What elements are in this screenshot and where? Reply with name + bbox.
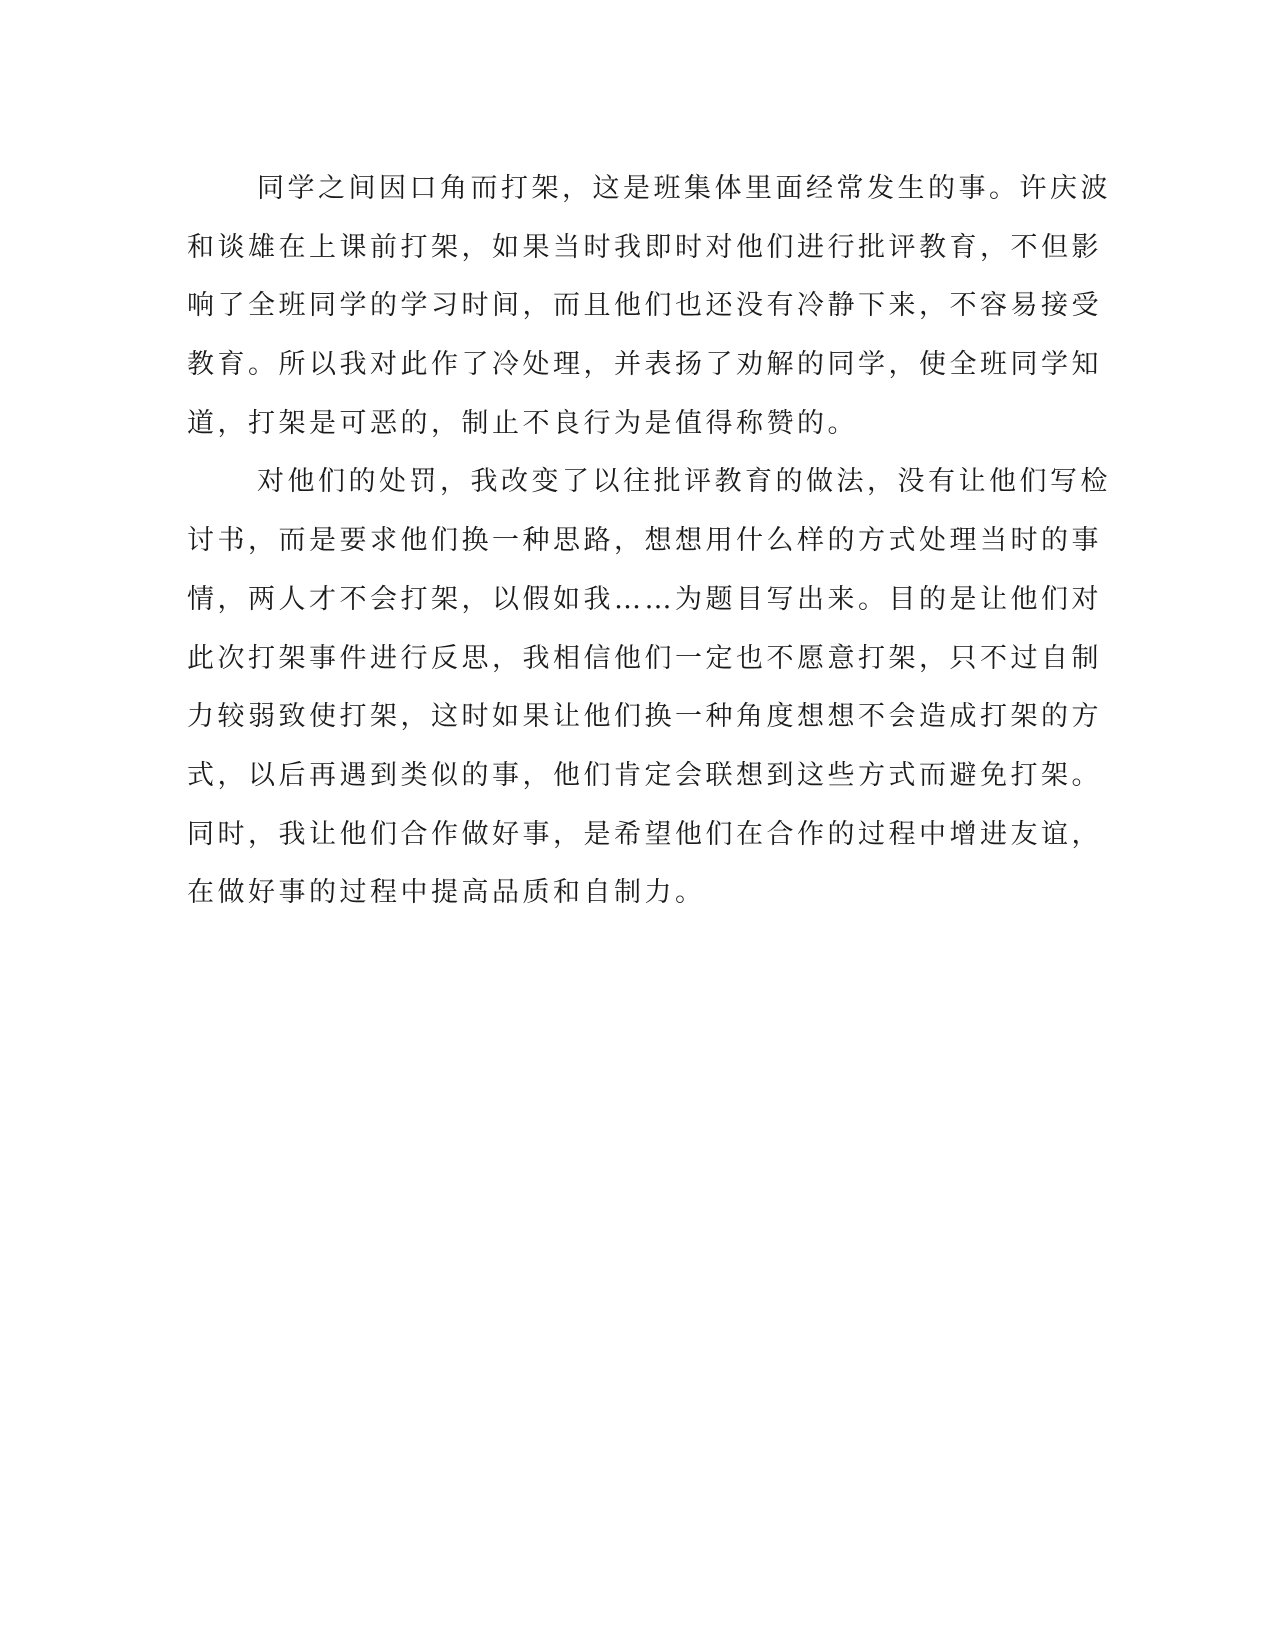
text-line: 同学之间因口角而打架，这是班集体里面经常发生的事。许庆波 xyxy=(257,173,1111,204)
text-line: 道，打架是可恶的，制止不良行为是值得称赞的。 xyxy=(187,407,858,439)
text-line: 在做好事的过程中提高品质和自制力。 xyxy=(187,877,706,909)
text-line: 同时，我让他们合作做好事，是希望他们在合作的过程中增进友谊， xyxy=(187,818,1102,850)
text-line: 式，以后再遇到类似的事，他们肯定会联想到这些方式而避免打架。 xyxy=(187,759,1102,791)
document-body xyxy=(187,160,1111,923)
text-line: 讨书，而是要求他们换一种思路，想想用什么样的方式处理当时的事 xyxy=(187,525,1102,557)
text-line: 情，两人才不会打架，以假如我……为题目写出来。目的是让他们对 xyxy=(187,583,1102,615)
text-line: 力较弱致使打架，这时如果让他们换一种角度想想不会造成打架的方 xyxy=(187,701,1102,733)
text-line: 此次打架事件进行反思，我相信他们一定也不愿意打架，只不过自制 xyxy=(187,642,1102,674)
text-line: 和谈雄在上课前打架，如果当时我即时对他们进行批评教育，不但影 xyxy=(187,231,1102,263)
text-line: 对他们的处罚，我改变了以往批评教育的做法，没有让他们写检 xyxy=(257,466,1111,498)
paragraph-2 xyxy=(187,453,1111,923)
text-line: 教育。所以我对此作了冷处理，并表扬了劝解的同学，使全班同学知 xyxy=(187,349,1102,381)
paragraph-1 xyxy=(187,160,1111,453)
text-line: 响了全班同学的学习时间，而且他们也还没有冷静下来，不容易接受 xyxy=(187,290,1102,322)
